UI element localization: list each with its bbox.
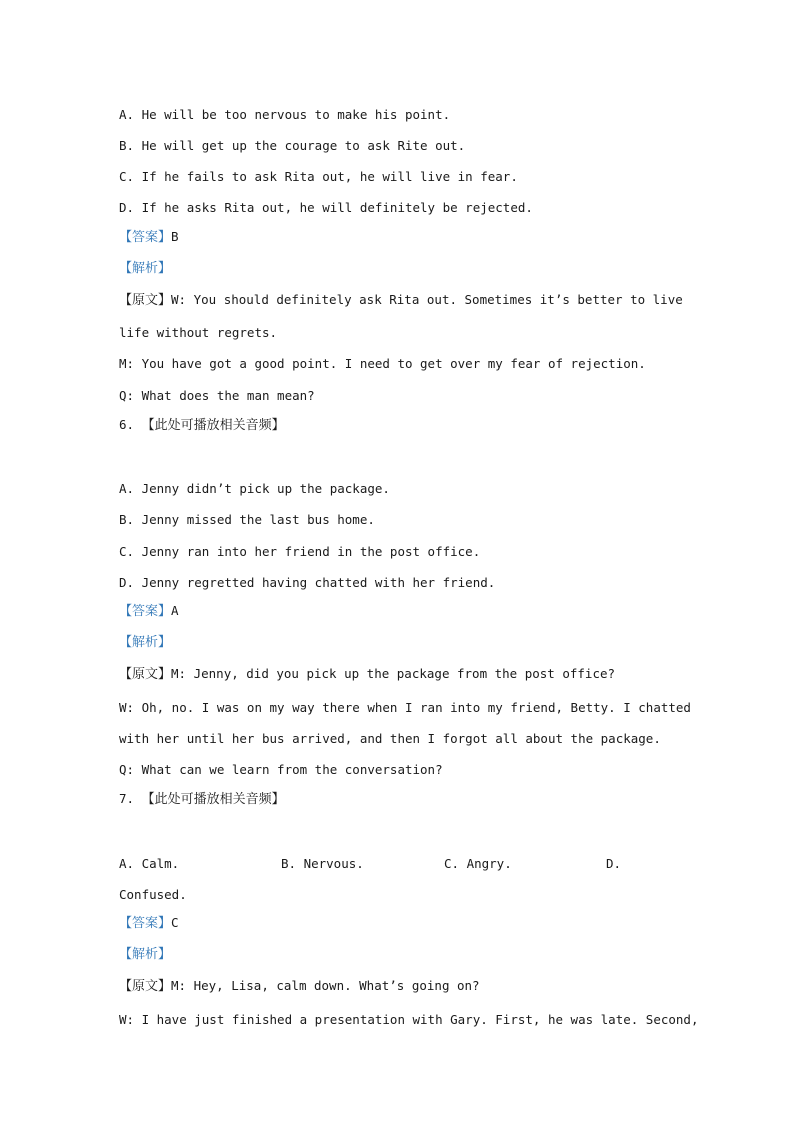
transcript-text: M: Jenny, did you pick up the package from the post office?: [171, 666, 616, 681]
q7-transcript-line-1: [119, 978, 480, 995]
q7-heading: [119, 791, 285, 808]
q5-option-b: B. He will get up the courage to ask Rite out.: [119, 138, 466, 153]
q5-analysis: [119, 260, 171, 277]
transcript-text: W: You should definitely ask Rita out. Sometimes it’s better to live: [171, 292, 683, 307]
q6-answer: [119, 603, 179, 620]
answer-value: A: [171, 603, 179, 618]
analysis-label: 【解析】: [119, 635, 172, 650]
transcript-text: M: Hey, Lisa, calm down. What’s going on?: [171, 978, 480, 993]
q5-transcript-line-3: M: You have got a good point. I need to get over my fear of rejection.: [119, 356, 646, 371]
audio-note: 【此处可播放相关音频】: [141, 792, 285, 807]
q5-option-a: A. He will be too nervous to make his point.: [119, 107, 451, 122]
q6-option-c: C. Jenny ran into her friend in the post office.: [119, 544, 481, 559]
question-number: 7.: [119, 791, 135, 806]
q7-answer: [119, 915, 179, 932]
question-number: 6.: [119, 417, 135, 432]
analysis-label: 【解析】: [119, 261, 172, 276]
q7-option-c: C. Angry.: [444, 856, 512, 871]
transcript-label: 【原文】: [119, 667, 172, 682]
q5-transcript-line-2: life without regrets.: [119, 325, 278, 340]
q6-option-b: B. Jenny missed the last bus home.: [119, 512, 375, 527]
q7-option-a: A. Calm.: [119, 856, 180, 871]
q7-option-d-wrap: Confused.: [119, 887, 187, 902]
answer-label: 【答案】: [119, 916, 172, 931]
q5-transcript-line-1: [119, 292, 683, 309]
q5-option-d: D. If he asks Rita out, he will definitely be rejected.: [119, 200, 533, 215]
answer-label: 【答案】: [119, 230, 172, 245]
q6-transcript-line-4: Q: What can we learn from the conversation?: [119, 762, 443, 777]
transcript-label: 【原文】: [119, 293, 172, 308]
analysis-label: 【解析】: [119, 947, 172, 962]
audio-note: 【此处可播放相关音频】: [141, 418, 285, 433]
q6-transcript-line-2: W: Oh, no. I was on my way there when I ran into my friend, Betty. I chatted: [119, 700, 691, 715]
q5-transcript-line-4: Q: What does the man mean?: [119, 388, 315, 403]
q6-option-a: A. Jenny didn’t pick up the package.: [119, 481, 390, 496]
q7-transcript-line-2: W: I have just finished a presentation with Gary. First, he was late. Second,: [119, 1012, 699, 1027]
q7-option-b: B. Nervous.: [281, 856, 364, 871]
answer-label: 【答案】: [119, 604, 172, 619]
q6-analysis: [119, 634, 171, 651]
q5-option-c: C. If he fails to ask Rita out, he will live in fear.: [119, 169, 518, 184]
q6-heading: [119, 417, 285, 434]
q6-transcript-line-3: with her until her bus arrived, and then I forgot all about the package.: [119, 731, 661, 746]
q6-transcript-line-1: [119, 666, 615, 683]
answer-value: B: [171, 229, 179, 244]
q5-answer: [119, 229, 179, 246]
q7-analysis: [119, 946, 171, 963]
q7-option-d: D.: [606, 856, 622, 871]
transcript-label: 【原文】: [119, 979, 172, 994]
answer-value: C: [171, 915, 179, 930]
q6-option-d: D. Jenny regretted having chatted with her friend.: [119, 575, 496, 590]
